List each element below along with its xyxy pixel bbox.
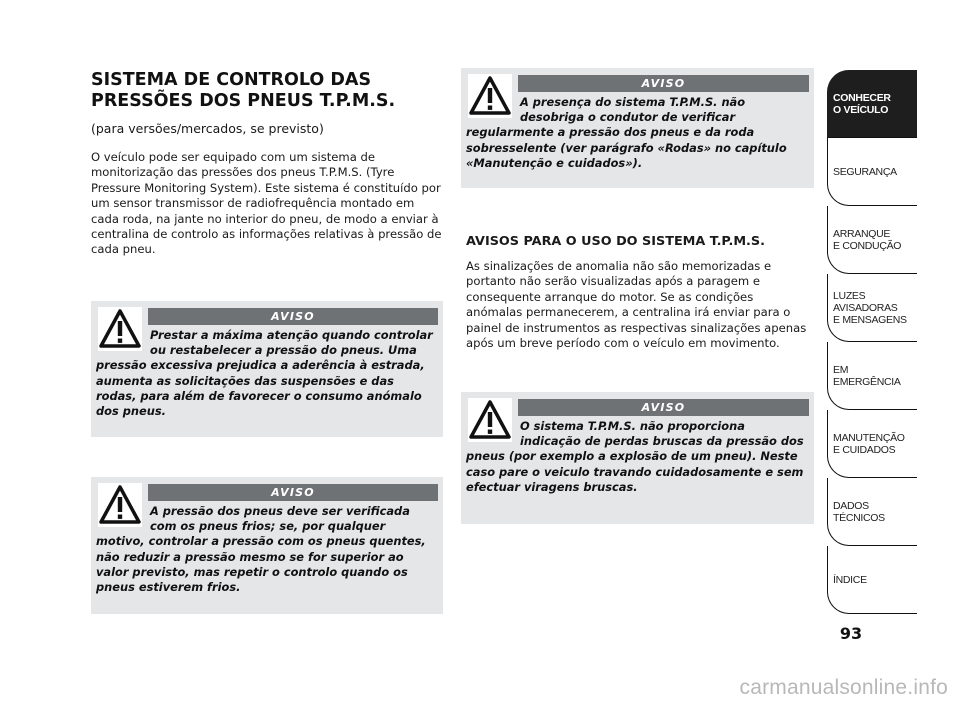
watermark: carmanualsonline.info — [739, 676, 948, 699]
tab-label: ARRANQUE E CONDUÇÃO — [833, 227, 902, 252]
tab-label: LUZES AVISADORAS E MENSAGENS — [833, 289, 907, 326]
tab-luzes-avisadoras[interactable] — [827, 274, 917, 342]
warning-label: AVISO — [518, 399, 809, 416]
warning-box — [461, 392, 814, 524]
warning-label: AVISO — [518, 75, 809, 92]
tab-label: MANUTENÇÃO E CUIDADOS — [833, 431, 905, 456]
tab-seguranca[interactable] — [827, 138, 917, 206]
tab-dados-tecnicos[interactable] — [827, 478, 917, 546]
tab-label: SEGURANÇA — [833, 165, 897, 178]
section-paragraph: As sinalizações de anomalia não são memorizadas e portanto não serão visualizadas após a paragem e consequente arranque do motor. Se as condições anómalas permanecerem, a centralina irá enviar para o painel de instrumentos as respectivas sinalizações apenas após um breve período com o veículo em movimento. — [466, 259, 807, 351]
tab-label: DADOS TÉCNICOS — [833, 499, 885, 524]
page-title: SISTEMA DE CONTROLO DAS PRESSÕES DOS PNEUS T.P.M.S. — [91, 70, 396, 111]
warning-text: A presença do sistema T.P.M.S. não desobriga o condutor de verificar regularmente a pressão dos pneus e da roda sobresselente (ver parágrafo «Rodas» no capítulo «Manutenção e cuidados»). — [466, 95, 787, 170]
warning-text: O sistema T.P.M.S. não proporciona indicação de perdas bruscas da pressão dos pneus (por exemplo a explosão de um pneu). Neste caso pare o veiculo travando cuidadosamente e sem efectuar viragens bruscas. — [466, 419, 804, 494]
warning-text: A pressão dos pneus deve ser verificada com os pneus frios; se, por qualquer motivo, controlar a pressão com os pneus quentes, não reduzir a pressão mesmo se for superior ao valor previsto, mas repetir o controlo quando os pneus estiverem frios. — [96, 504, 426, 595]
warning-box — [461, 68, 814, 188]
warning-label: AVISO — [148, 484, 438, 501]
tab-arranque-e-conducao[interactable] — [827, 206, 917, 274]
tab-manutencao[interactable] — [827, 410, 917, 478]
tab-conhecer-o-veiculo[interactable] — [827, 70, 917, 138]
tab-indice[interactable] — [827, 546, 917, 614]
warning-text: Prestar a máxima atenção quando controlar ou restabelecer a pressão do pneus. Uma pressão excessiva prejudica a aderência à estrada, aumenta as solicitações das suspensões e das rodas, para além de favorecer o consumo anómalo dos pneus. — [96, 328, 433, 419]
warning-box — [91, 477, 443, 614]
warning-label: AVISO — [148, 308, 438, 325]
page-subtitle: (para versões/mercados, se previsto) — [91, 121, 324, 136]
tab-label: EM EMERGÊNCIA — [833, 363, 901, 388]
section-title: AVISOS PARA O USO DO SISTEMA T.P.M.S. — [466, 234, 765, 249]
tab-label: ÍNDICE — [833, 573, 867, 586]
tab-label: CONHECER O VEÍCULO — [833, 91, 891, 116]
intro-paragraph: O veículo pode ser equipado com um sistema de monitorização das pressões dos pneus T.P.M.S. (Tyre Pressure Monitoring System). Este sistema é constituído por um sensor transmissor de radiofrequência montado em cada roda, na jante no interior do pneu, de modo a enviar à centralina de controlo as informações relativas à pressão de cada pneu. — [91, 150, 442, 257]
page-number: 93 — [839, 624, 863, 643]
tab-em-emergencia[interactable] — [827, 342, 917, 410]
warning-box — [91, 301, 443, 437]
chapter-tabs — [827, 70, 917, 614]
